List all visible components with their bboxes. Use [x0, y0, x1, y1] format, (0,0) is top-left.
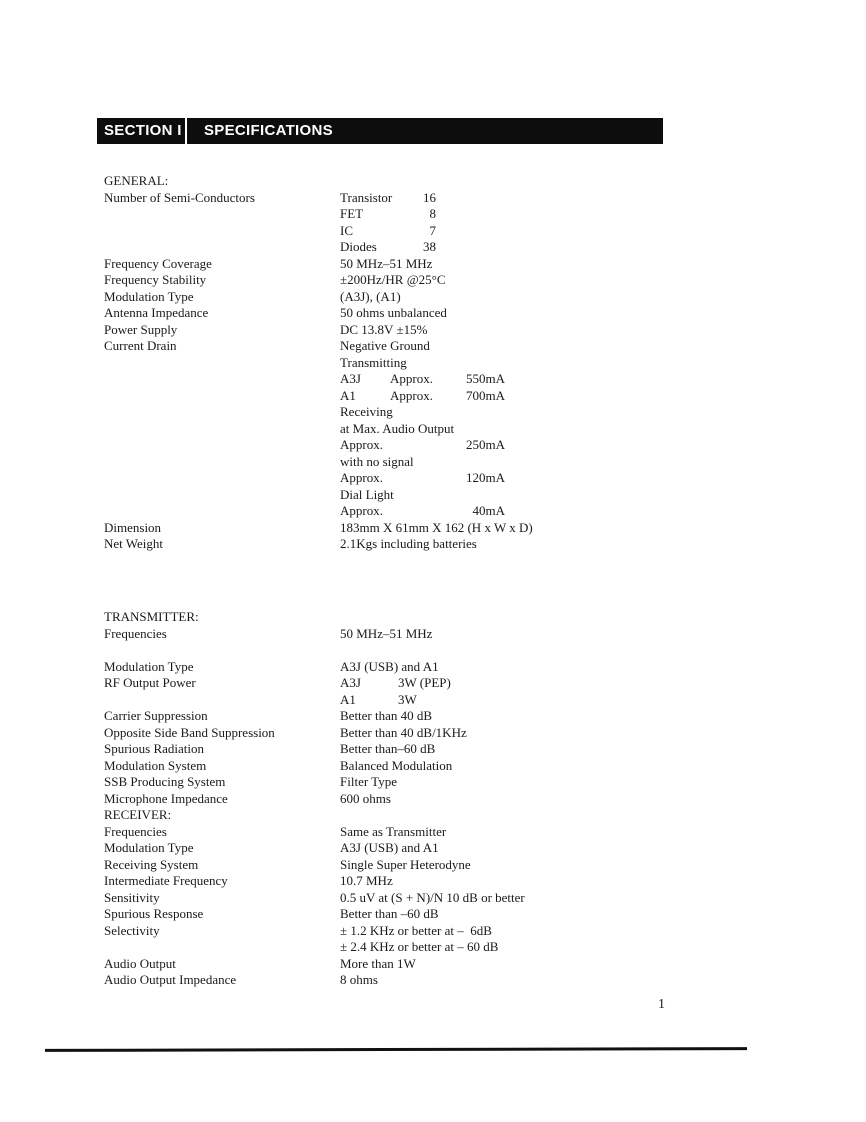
spec-row	[0, 272, 866, 289]
spec-row	[0, 454, 866, 471]
spec-row	[0, 322, 866, 339]
spec-row	[0, 626, 866, 643]
spec-row	[0, 239, 866, 256]
spec-row	[0, 840, 866, 857]
spec-row	[0, 708, 866, 725]
spec-row	[0, 857, 866, 874]
spec-row	[0, 956, 866, 973]
spec-row	[0, 972, 866, 989]
spec-label: Power Supply	[104, 321, 178, 337]
spec-label: Receiving System	[104, 856, 199, 872]
spec-label: Selectivity	[104, 922, 160, 938]
spec-row	[0, 190, 866, 207]
spec-row	[0, 774, 866, 791]
spec-value: 50 ohms unbalanced	[340, 305, 447, 320]
spec-value: (A3J), (A1)	[340, 288, 401, 304]
spec-label: Audio Output	[104, 955, 176, 971]
spec-value-mode: A1	[340, 387, 356, 403]
spec-label: TRANSMITTER:	[104, 609, 199, 624]
spec-row	[0, 223, 866, 240]
spec-row	[0, 388, 866, 405]
spec-row	[0, 642, 866, 659]
spec-row	[0, 487, 866, 504]
spec-value-ma: 250mA	[466, 437, 505, 452]
spec-value-num: 7	[429, 222, 436, 238]
spec-value: 600 ohms	[340, 790, 391, 806]
spec-row	[0, 503, 866, 520]
spec-value: Better than 40 dB	[340, 708, 433, 723]
spec-row	[0, 338, 866, 355]
spec-row	[0, 437, 866, 454]
spec-value-name: FET	[340, 206, 364, 221]
spec-value: 0.5 uV at (S + N)/N 10 dB or better	[340, 889, 525, 905]
spec-label: Dimension	[104, 519, 162, 535]
spec-value-ma: 700mA	[466, 387, 505, 403]
spec-label: Number of Semi-Conductors	[104, 189, 255, 205]
spec-value: Better than–60 dB	[340, 741, 436, 756]
spec-label: Modulation System	[104, 757, 207, 773]
spec-row	[0, 675, 866, 692]
spec-value: Balanced Modulation	[340, 757, 453, 773]
spec-value-mode: Approx.	[340, 470, 383, 485]
page-number: 1	[658, 997, 665, 1012]
spec-row	[0, 741, 866, 758]
spec-label: Opposite Side Band Suppression	[104, 724, 275, 740]
transmitter-receiver-specs	[0, 609, 866, 989]
spec-value-approx: Approx.	[390, 371, 433, 386]
spec-value-mode: Approx.	[340, 503, 383, 518]
spec-value: 10.7 MHz	[340, 873, 393, 888]
spec-value: ±200Hz/HR @25°C	[340, 272, 446, 287]
spec-row	[0, 355, 866, 372]
spec-label: Frequencies	[104, 625, 167, 641]
spec-value: 8 ohms	[340, 972, 378, 987]
spec-label: SSB Producing System	[104, 774, 226, 789]
spec-value-mode: Approx.	[340, 437, 383, 452]
spec-label: GENERAL:	[104, 173, 169, 188]
spec-value-ma: 550mA	[466, 371, 505, 386]
spec-label: Modulation Type	[104, 288, 194, 304]
spec-value: More than 1W	[340, 955, 416, 971]
spec-label: Spurious Response	[104, 906, 204, 921]
spec-row	[0, 256, 866, 273]
spec-row	[0, 173, 866, 190]
spec-label: Spurious Radiation	[104, 741, 205, 756]
spec-row	[0, 758, 866, 775]
section-number: SECTION I	[104, 122, 182, 139]
spec-label: Antenna Impedance	[104, 305, 209, 320]
spec-value: Dial Light	[340, 486, 394, 502]
spec-value: 2.1Kgs including batteries	[340, 536, 477, 551]
spec-value-approx: Approx.	[390, 387, 433, 403]
spec-label: Frequencies	[104, 823, 167, 839]
spec-value: Filter Type	[340, 774, 397, 789]
spec-value: 50 MHz–51 MHz	[340, 255, 433, 271]
header-divider	[185, 118, 187, 144]
spec-row	[0, 725, 866, 742]
spec-label: Frequency Stability	[104, 272, 207, 287]
spec-value-name: Diodes	[340, 239, 377, 254]
spec-row	[0, 890, 866, 907]
spec-label: Carrier Suppression	[104, 708, 208, 723]
spec-value-power: 3W (PEP)	[398, 675, 451, 690]
spec-value: Better than –60 dB	[340, 906, 439, 921]
spec-value: Transmitting	[340, 354, 407, 370]
spec-row	[0, 470, 866, 487]
spec-label: Modulation Type	[104, 658, 194, 674]
spec-row	[0, 824, 866, 841]
footer-rule	[45, 1047, 747, 1052]
spec-label: Intermediate Frequency	[104, 873, 228, 888]
spec-label: Audio Output Impedance	[104, 972, 237, 987]
spec-label: RECEIVER:	[104, 807, 172, 822]
spec-row	[0, 923, 866, 940]
spec-row	[0, 421, 866, 438]
spec-value-name: Transistor	[340, 189, 393, 205]
spec-row	[0, 520, 866, 537]
spec-value: 50 MHz–51 MHz	[340, 625, 433, 641]
spec-value-mode: A3J	[340, 675, 361, 690]
spec-value-mode: A1	[340, 691, 356, 707]
spec-value: ± 2.4 KHz or better at – 60 dB	[340, 939, 499, 954]
spec-value-num: 38	[423, 239, 436, 254]
spec-label: Microphone Impedance	[104, 790, 228, 806]
spec-value-mode: A3J	[340, 371, 361, 386]
spec-value: Single Super Heterodyne	[340, 856, 471, 872]
general-specs	[0, 173, 866, 553]
spec-value-num: 16	[423, 189, 436, 205]
spec-row	[0, 609, 866, 626]
spec-value-ma: 40mA	[472, 503, 505, 518]
section-title: SPECIFICATIONS	[204, 122, 333, 139]
spec-value: with no signal	[340, 453, 414, 469]
spec-row	[0, 536, 866, 553]
spec-value: at Max. Audio Output	[340, 420, 455, 436]
spec-value: 183mm X 61mm X 162 (H x W x D)	[340, 519, 533, 535]
spec-row	[0, 404, 866, 421]
spec-value: Negative Ground	[340, 338, 430, 353]
spec-row	[0, 659, 866, 676]
spec-row	[0, 305, 866, 322]
spec-value-ma: 120mA	[466, 470, 505, 485]
spec-label: RF Output Power	[104, 675, 196, 690]
spec-label: Sensitivity	[104, 889, 160, 905]
spec-value: DC 13.8V ±15%	[340, 321, 428, 337]
spec-value: Same as Transmitter	[340, 823, 447, 839]
spec-row	[0, 939, 866, 956]
spec-row	[0, 791, 866, 808]
spec-label: Net Weight	[104, 536, 164, 551]
spec-value: Better than 40 dB/1KHz	[340, 724, 467, 740]
spec-row	[0, 906, 866, 923]
spec-label: Current Drain	[104, 338, 177, 353]
spec-row	[0, 289, 866, 306]
spec-value: Receiving	[340, 404, 393, 419]
spec-value: A3J (USB) and A1	[340, 658, 439, 674]
section-header-bar	[97, 118, 663, 144]
spec-value-name: IC	[340, 222, 353, 238]
spec-row	[0, 371, 866, 388]
spec-row	[0, 206, 866, 223]
spec-value: ± 1.2 KHz or better at – 6dB	[340, 922, 492, 938]
spec-value: A3J (USB) and A1	[340, 840, 439, 855]
spec-row	[0, 873, 866, 890]
spec-value-num: 8	[429, 206, 436, 221]
spec-label: Frequency Coverage	[104, 255, 212, 271]
spec-value-power: 3W	[398, 691, 417, 707]
spec-row	[0, 807, 866, 824]
spec-row	[0, 692, 866, 709]
spec-label: Modulation Type	[104, 840, 194, 855]
